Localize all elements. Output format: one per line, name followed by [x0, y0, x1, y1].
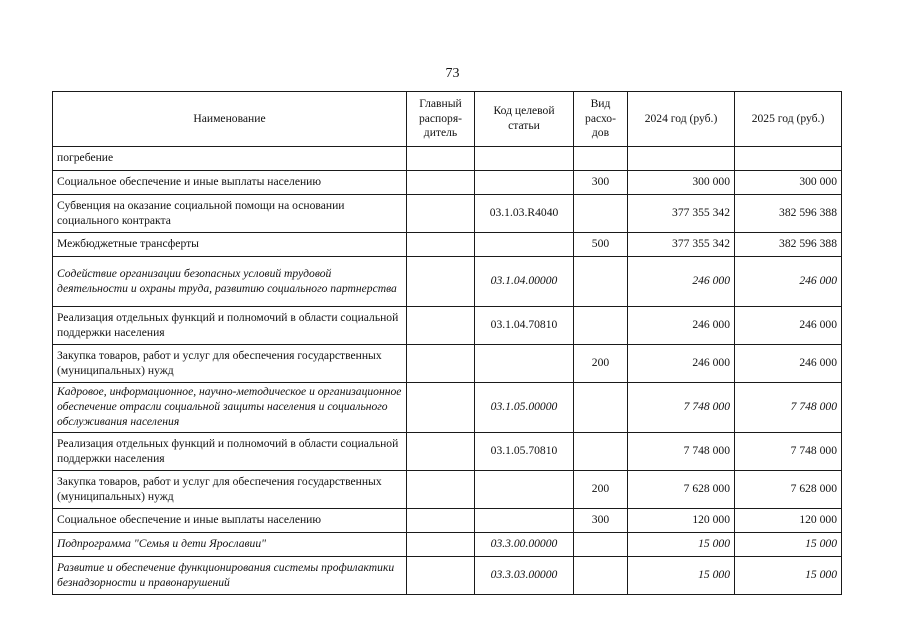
row-vid-cell: 300: [574, 171, 628, 195]
header-row: [53, 92, 842, 147]
header-2024: 2024 год (руб.): [628, 92, 735, 147]
row-2024-cell: 7 628 000: [628, 471, 735, 509]
row-2025-cell: 120 000: [735, 509, 842, 533]
row-name-cell: Содействие организации безопасных условий трудовой деятельности и охраны труда, развитию социального партнерства: [53, 257, 407, 307]
row-vid-cell: 200: [574, 471, 628, 509]
row-name-cell: Закупка товаров, работ и услуг для обеспечения государственных (муниципальных) нужд: [53, 471, 407, 509]
table-row: [53, 195, 842, 233]
row-2024-cell: 120 000: [628, 509, 735, 533]
row-2025-cell: 246 000: [735, 345, 842, 383]
row-manager-cell: [407, 557, 475, 595]
table-row: [53, 557, 842, 595]
row-2025-cell: 300 000: [735, 171, 842, 195]
row-name-cell: Субвенция на оказание социальной помощи на основании социального контракта: [53, 195, 407, 233]
table-row: [53, 509, 842, 533]
row-2024-cell: 377 355 342: [628, 233, 735, 257]
row-vid-cell: 500: [574, 233, 628, 257]
header-name: Наименование: [53, 92, 407, 147]
row-manager-cell: [407, 171, 475, 195]
row-code-cell: 03.1.05.70810: [475, 433, 574, 471]
row-2025-cell: 7 628 000: [735, 471, 842, 509]
row-name-cell: Социальное обеспечение и иные выплаты населению: [53, 509, 407, 533]
row-name-cell: Закупка товаров, работ и услуг для обеспечения государственных (муниципальных) нужд: [53, 345, 407, 383]
row-manager-cell: [407, 345, 475, 383]
row-vid-cell: [574, 257, 628, 307]
page-number: 73: [445, 66, 460, 81]
row-manager-cell: [407, 233, 475, 257]
table-row: [53, 533, 842, 557]
row-manager-cell: [407, 147, 475, 171]
row-manager-cell: [407, 257, 475, 307]
row-name-cell: Реализация отдельных функций и полномочий в области социальной поддержки населения: [53, 307, 407, 345]
row-code-cell: 03.3.03.00000: [475, 557, 574, 595]
row-2025-cell: 7 748 000: [735, 433, 842, 471]
row-code-cell: 03.1.04.70810: [475, 307, 574, 345]
row-2024-cell: 300 000: [628, 171, 735, 195]
table-row: [53, 233, 842, 257]
row-2024-cell: 246 000: [628, 345, 735, 383]
row-code-cell: 03.1.05.00000: [475, 383, 574, 433]
row-2025-cell: 382 596 388: [735, 233, 842, 257]
row-manager-cell: [407, 433, 475, 471]
row-name-cell: Межбюджетные трансферты: [53, 233, 407, 257]
row-code-cell: [475, 171, 574, 195]
row-manager-cell: [407, 509, 475, 533]
budget-table: [52, 91, 842, 595]
row-name-cell: Социальное обеспечение и иные выплаты населению: [53, 171, 407, 195]
row-vid-cell: [574, 383, 628, 433]
row-name-cell: Реализация отдельных функций и полномочий в области социальной поддержки населения: [53, 433, 407, 471]
row-vid-cell: [574, 307, 628, 345]
row-code-cell: [475, 147, 574, 171]
row-2025-cell: 15 000: [735, 557, 842, 595]
row-code-cell: 03.1.03.R4040: [475, 195, 574, 233]
row-2025-cell: 246 000: [735, 307, 842, 345]
row-vid-cell: 300: [574, 509, 628, 533]
row-2025-cell: 7 748 000: [735, 383, 842, 433]
row-code-cell: [475, 233, 574, 257]
row-vid-cell: 200: [574, 345, 628, 383]
row-manager-cell: [407, 471, 475, 509]
row-vid-cell: [574, 557, 628, 595]
row-name-cell: Развитие и обеспечение функционирования системы профилактики безнадзорности и правонарушений: [53, 557, 407, 595]
row-vid-cell: [574, 533, 628, 557]
row-code-cell: [475, 345, 574, 383]
row-code-cell: [475, 509, 574, 533]
row-2024-cell: 377 355 342: [628, 195, 735, 233]
header-manager: Главный распоря-дитель: [407, 92, 475, 147]
table-row: [53, 433, 842, 471]
row-name-cell: Подпрограмма "Семья и дети Ярославии": [53, 533, 407, 557]
row-2024-cell: 15 000: [628, 533, 735, 557]
table-row: [53, 471, 842, 509]
row-2025-cell: [735, 147, 842, 171]
row-manager-cell: [407, 533, 475, 557]
table-row: [53, 345, 842, 383]
budget-table-body: [53, 147, 842, 595]
table-row: [53, 257, 842, 307]
header-vid: Вид расхо-дов: [574, 92, 628, 147]
row-2024-cell: 7 748 000: [628, 433, 735, 471]
row-code-cell: 03.1.04.00000: [475, 257, 574, 307]
row-2024-cell: 246 000: [628, 257, 735, 307]
header-code: Код целевой статьи: [475, 92, 574, 147]
row-2025-cell: 15 000: [735, 533, 842, 557]
table-row: [53, 171, 842, 195]
row-vid-cell: [574, 433, 628, 471]
row-2025-cell: 246 000: [735, 257, 842, 307]
row-2024-cell: 7 748 000: [628, 383, 735, 433]
header-2025: 2025 год (руб.): [735, 92, 842, 147]
row-code-cell: 03.3.00.00000: [475, 533, 574, 557]
row-vid-cell: [574, 195, 628, 233]
row-2025-cell: 382 596 388: [735, 195, 842, 233]
table-row: [53, 383, 842, 433]
row-name-cell: погребение: [53, 147, 407, 171]
row-2024-cell: 15 000: [628, 557, 735, 595]
table-row: [53, 307, 842, 345]
table-row: [53, 147, 842, 171]
row-2024-cell: [628, 147, 735, 171]
row-name-cell: Кадровое, информационное, научно-методическое и организационное обеспечение отрасли социальной защиты населения и социального обслуживания населения: [53, 383, 407, 433]
row-vid-cell: [574, 147, 628, 171]
row-manager-cell: [407, 383, 475, 433]
row-2024-cell: 246 000: [628, 307, 735, 345]
row-manager-cell: [407, 307, 475, 345]
row-code-cell: [475, 471, 574, 509]
row-manager-cell: [407, 195, 475, 233]
